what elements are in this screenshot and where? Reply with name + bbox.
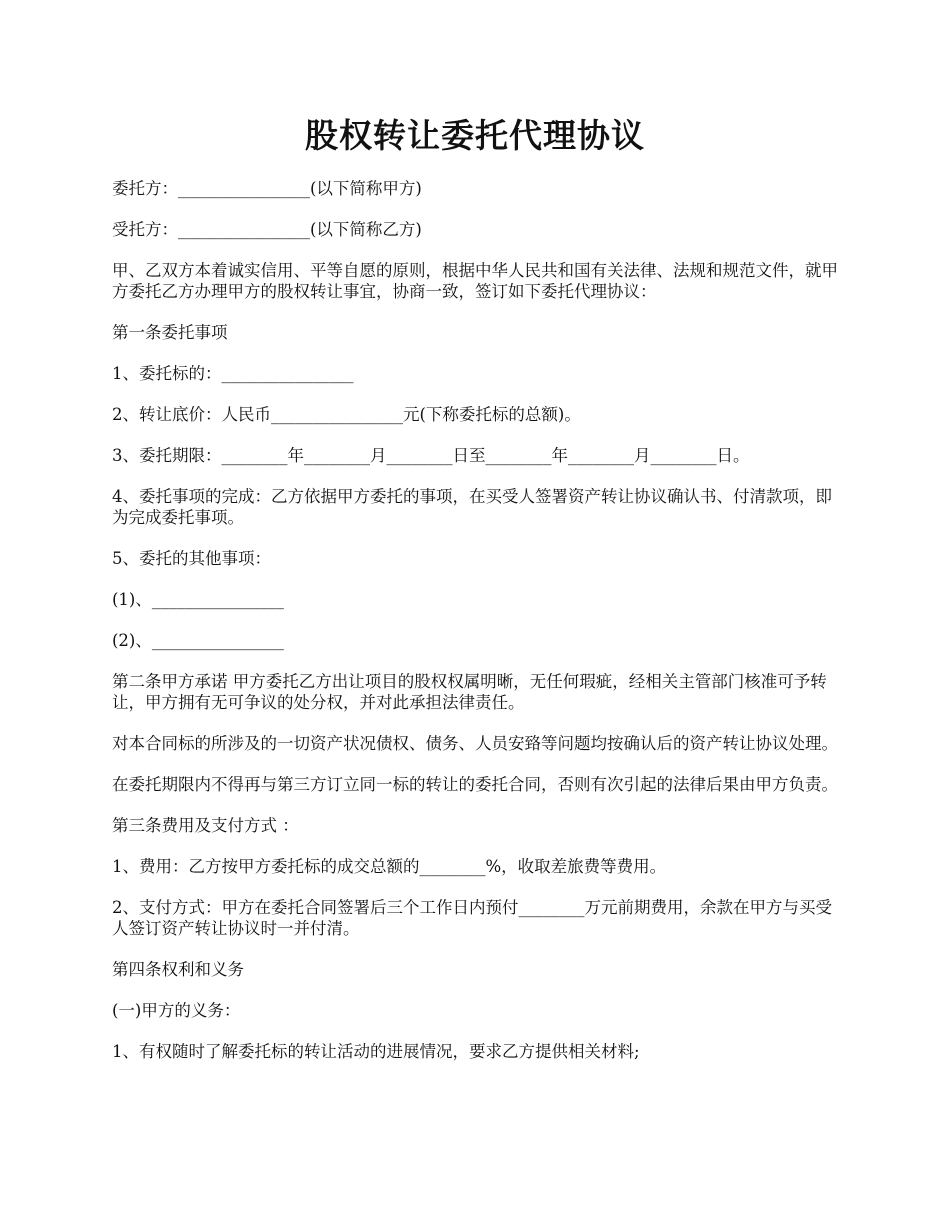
paragraph-2-2: 对本合同标的所涉及的一切资产状况债权、债务、人员安臵等问题均按确认后的资产转让协议处理。 bbox=[112, 734, 838, 753]
clause-1-1: 1、委托标的：________________ bbox=[112, 364, 354, 383]
subheading-party-a-duties: (一)甲方的义务： bbox=[112, 1001, 241, 1020]
clause-1-4: 4、委托事项的完成：乙方依据甲方委托的事项，在买受人签署资产转让协议确认书、付清款项，即为完成委托事项。 bbox=[112, 487, 832, 527]
document-title: 股权转让委托代理协议 bbox=[305, 116, 645, 155]
clause-4-1: 1、有权随时了解委托标的转让活动的进展情况，要求乙方提供相关材料; bbox=[112, 1042, 640, 1061]
paragraph-agent: 受托方：________________(以下简称乙方) bbox=[112, 220, 422, 239]
clause-1-5: 5、委托的其他事项： bbox=[112, 549, 271, 568]
clause-3-1: 1、费用：乙方按甲方委托标的成交总额的________%，收取差旅费等费用。 bbox=[112, 857, 667, 876]
paragraph-2-3: 在委托期限内不得再与第三方订立同一标的转让的委托合同，否则有次引起的法律后果由甲方负责。 bbox=[112, 775, 838, 794]
document-body bbox=[112, 178, 844, 1082]
paragraph-preamble: 甲、乙双方本着诚实信用、平等自愿的原则，根据中华人民共和国有关法律、法规和规范文件，就甲方委托乙方办理甲方的股权转让事宜，协商一致，签订如下委托代理协议： bbox=[112, 261, 838, 301]
section-heading-2: 第二条甲方承诺 甲方委托乙方出让项目的股权权属明晰，无任何瑕疵，经相关主管部门核准可予转让，甲方拥有无可争议的处分权，并对此承担法律责任。 bbox=[112, 672, 827, 712]
clause-1-5-2: (2)、________________ bbox=[112, 631, 284, 650]
section-heading-1: 第一条委托事项 bbox=[112, 323, 228, 342]
clause-1-2: 2、转让底价：人民币________________元(下称委托标的总额)。 bbox=[112, 405, 581, 424]
paragraph-principal: 委托方：________________(以下简称甲方) bbox=[112, 179, 422, 198]
section-heading-3: 第三条费用及支付方式 ： bbox=[112, 816, 299, 835]
clause-3-2: 2、支付方式：甲方在委托合同签署后三个工作日内预付________万元前期费用，余款在甲方与买受人签订资产转让协议时一并付清。 bbox=[112, 898, 832, 938]
clause-1-3: 3、委托期限：________年________月________日至________年________月________日。 bbox=[112, 446, 750, 465]
section-heading-4: 第四条权利和义务 bbox=[112, 960, 244, 979]
clause-1-5-1: (1)、________________ bbox=[112, 590, 284, 609]
